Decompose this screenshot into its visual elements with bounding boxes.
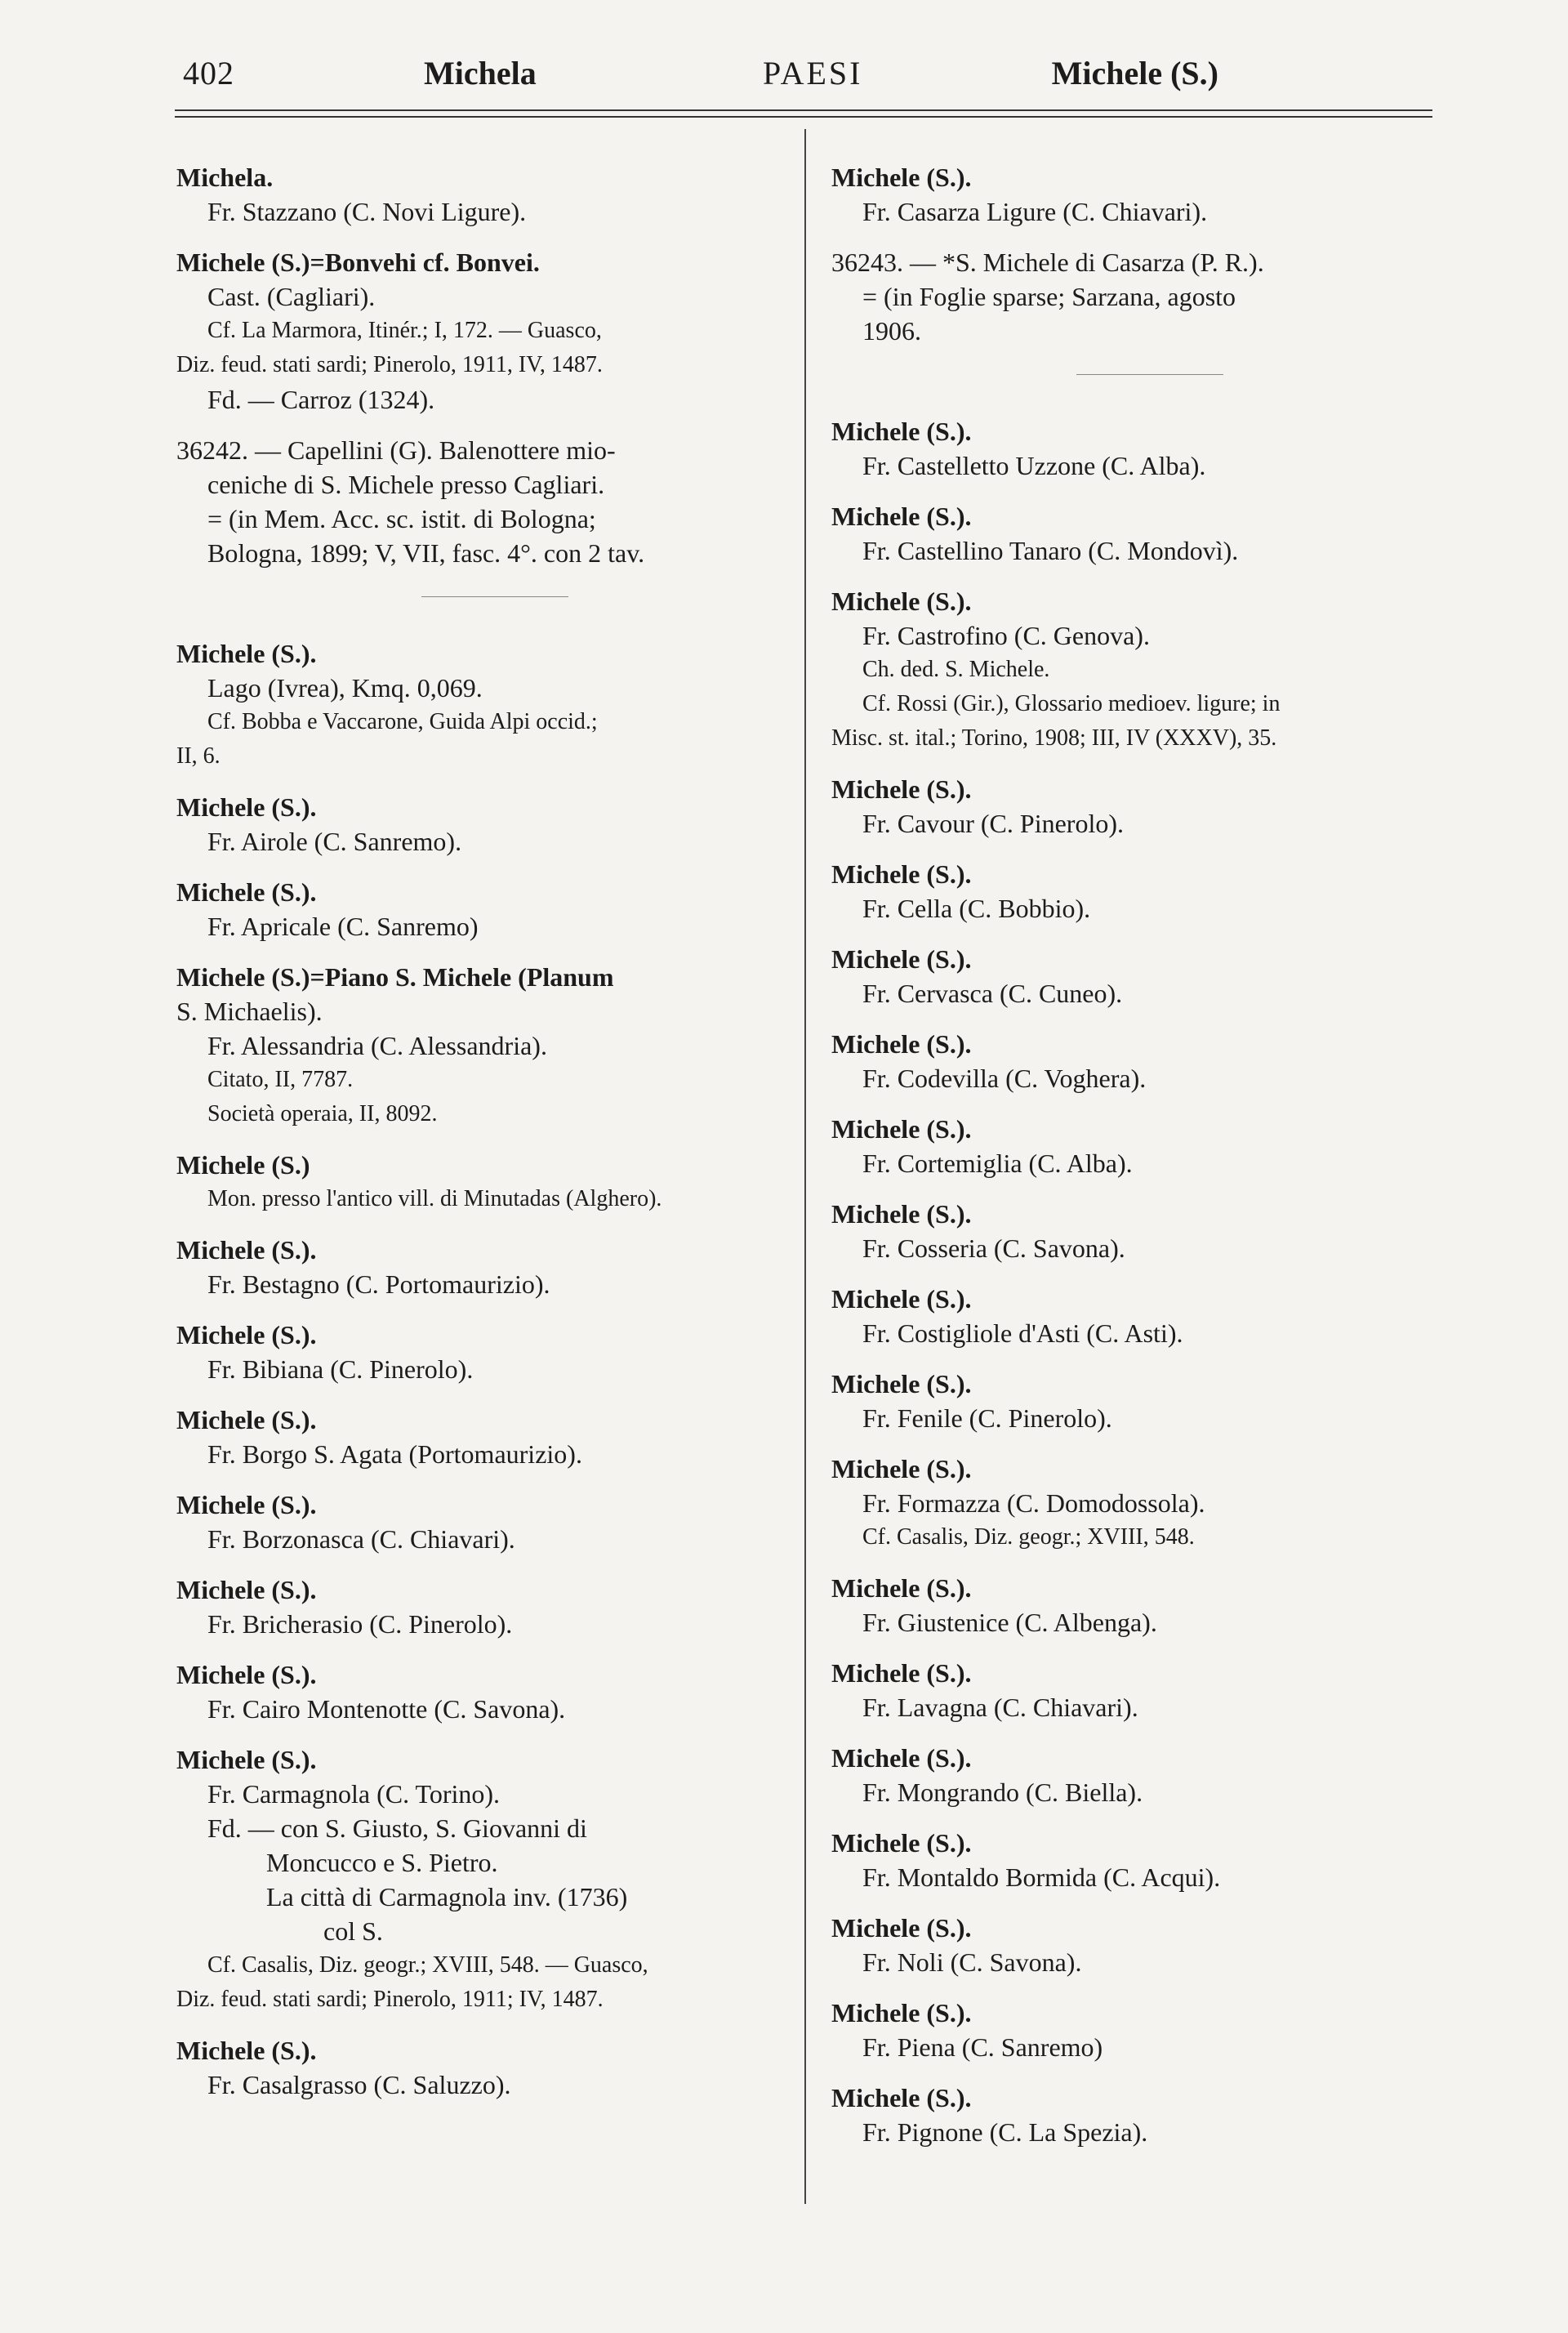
entry-headword: Michele (S.). [176,1320,317,1349]
entry-headword: Michele (S.). [831,1828,972,1858]
gazetteer-entry [831,160,1452,229]
gazetteer-entry [831,499,1452,568]
entry-line: Cf. Rossi (Gir.), Glossario medioev. ligure; in [862,691,1281,716]
gazetteer-entry [831,857,1452,926]
entry-line: Cf. Casalis, Diz. geogr.; XVIII, 548. — Guasco, [207,1952,648,1978]
entry-line: Fd. — Carroz (1324). [207,385,435,414]
gazetteer-entry [831,1452,1452,1555]
entry-headword: Michele (S.). [831,1199,972,1229]
entry-line: 1906. [862,316,921,346]
gazetteer-entry [831,245,1452,348]
gazetteer-entry [831,1112,1452,1180]
entry-line: Fr. Apricale (C. Sanremo) [207,912,479,941]
gazetteer-entry [176,433,797,570]
entry-line: Cf. Casalis, Diz. geogr.; XVIII, 548. [862,1524,1195,1550]
entry-line: Fr. Carmagnola (C. Torino). [207,1779,501,1809]
entry-headword: Michele (S.). [176,2036,317,2065]
entry-headword: Michele (S.). [176,1745,317,1774]
right-running-head: Michele (S.) [1051,55,1218,91]
entry-headword: Michela. [176,163,274,192]
entry-line: Ch. ded. S. Michele. [862,657,1050,682]
entry-line: Fr. Bibiana (C. Pinerolo). [207,1354,474,1384]
entry-line: = (in Mem. Acc. sc. istit. di Bologna; [207,504,596,533]
entry-line: Fr. Cavour (C. Pinerolo). [862,809,1124,838]
entry-headword: Michele (S.). [176,1660,317,1689]
entry-line: Citato, II, 7787. [207,1067,354,1092]
entry-line: Fr. Noli (C. Savona). [862,1947,1082,1977]
entry-line: La città di Carmagnola inv. (1736) [266,1882,628,1911]
entry-line: Cf. Bobba e Vaccarone, Guida Alpi occid.; [207,709,598,734]
gazetteer-entry [831,1741,1452,1809]
entry-line: Diz. feud. stati sardi; Pinerolo, 1911; IV, 1487. [176,1987,604,2012]
entry-line: Fr. Castellino Tanaro (C. Mondovì). [862,536,1239,565]
entry-line: Fr. Borzonasca (C. Chiavari). [207,1524,515,1554]
entry-headword: Michele (S.) [176,1150,310,1180]
entry-headword: Michele (S.). [831,587,972,616]
section-separator [421,596,568,597]
entry-line: Fr. Piena (C. Sanremo) [862,2032,1103,2062]
gazetteer-entry [176,1148,797,1216]
gazetteer-entry [831,1911,1452,1979]
entry-line: Fr. Cosseria (C. Savona). [862,1233,1125,1263]
entry-headword: Michele (S.). [831,1998,972,2027]
header-rule-bottom [175,116,1432,118]
gazetteer-entry [831,772,1452,841]
entry-line: Fr. Cairo Montenotte (C. Savona). [207,1694,566,1724]
entry-line: Fr. Alessandria (C. Alessandria). [207,1031,547,1060]
entry-line: Fr. Casarza Ligure (C. Chiavari). [862,197,1208,226]
gazetteer-entry [831,584,1452,756]
header-rule-top [175,109,1432,111]
entry-line: = (in Foglie sparse; Sarzana, agosto [862,282,1236,311]
right-column [831,160,1452,2166]
entry-line: Fr. Mongrando (C. Biella). [862,1778,1143,1807]
entry-line: Fr. Cella (C. Bobbio). [862,894,1091,923]
entry-headword: Michele (S.)=Bonvehi cf. Bonvei. [176,248,540,277]
entry-headword: Michele (S.). [831,417,972,446]
gazetteer-entry [176,636,797,774]
entry-line: 36243. — *S. Michele di Casarza (P. R.). [831,248,1264,277]
entry-headword: Michele (S.). [831,1114,972,1144]
gazetteer-entry [831,942,1452,1010]
entry-line: Fr. Cervasca (C. Cuneo). [862,979,1123,1008]
entry-line: Fr. Pignone (C. La Spezia). [862,2117,1148,2147]
entry-line: ceniche di S. Michele presso Cagliari. [207,470,605,499]
entry-line: Fr. Casalgrasso (C. Saluzzo). [207,2070,511,2099]
entry-line: Fr. Lavagna (C. Chiavari). [862,1693,1138,1722]
gazetteer-entry [176,1572,797,1641]
entry-headword: Michele (S.). [831,1369,972,1398]
entry-line: II, 6. [176,743,220,769]
entry-line: Fr. Costigliole d'Asti (C. Asti). [862,1318,1183,1348]
entry-line: Cf. La Marmora, Itinér.; I, 172. — Guasco, [207,318,602,343]
gazetteer-entry [176,160,797,229]
entry-headword: Michele (S.). [176,792,317,822]
gazetteer-entry [176,1403,797,1471]
entry-line: Fd. — con S. Giusto, S. Giovanni di [207,1813,587,1843]
entry-line: Fr. Formazza (C. Domodossola). [862,1488,1205,1518]
entry-headword: Michele (S.). [176,877,317,907]
entry-line: Diz. feud. stati sardi; Pinerolo, 1911, IV, 1487. [176,352,603,377]
gazetteer-entry [831,2081,1452,2149]
gazetteer-entry [176,1318,797,1386]
gazetteer-entry [176,790,797,859]
entry-headword: Michele (S.). [176,1575,317,1604]
gazetteer-entry [176,960,797,1131]
entry-headword: Michele (S.). [831,502,972,531]
entry-headword: Michele (S.). [176,1405,317,1434]
gazetteer-entry [176,875,797,943]
entry-line: Bologna, 1899; V, VII, fasc. 4°. con 2 tav. [207,538,645,568]
entry-line: Lago (Ivrea), Kmq. 0,069. [207,673,483,703]
page-number: 402 [183,55,234,91]
entry-headword: Michele (S.). [831,774,972,804]
entry-line: Fr. Codevilla (C. Voghera). [862,1064,1147,1093]
entry-headword: Michele (S.). [831,1454,972,1483]
entry-line: Misc. st. ital.; Torino, 1908; III, IV (XXXV), 35. [831,725,1277,751]
entry-line: Fr. Cortemiglia (C. Alba). [862,1149,1133,1178]
gazetteer-entry [176,1488,797,1556]
entry-headword: Michele (S.). [831,1284,972,1314]
gazetteer-entry [831,414,1452,483]
entry-line: Fr. Airole (C. Sanremo). [207,827,462,856]
gazetteer-entry [176,1233,797,1301]
entry-line: Fr. Giustenice (C. Albenga). [862,1608,1157,1637]
gazetteer-entry [176,1742,797,2017]
entry-line: col S. [323,1916,383,1946]
entry-headword: Michele (S.). [176,639,317,668]
entry-line: Fr. Borgo S. Agata (Portomaurizio). [207,1439,582,1469]
entry-headword: Michele (S.). [831,944,972,974]
section-separator [1076,374,1223,375]
left-running-head: Michela [424,55,537,91]
entry-line: Fr. Stazzano (C. Novi Ligure). [207,197,527,226]
entry-headword: Michele (S.). [831,1658,972,1688]
entry-headword: Michele (S.). [831,1029,972,1059]
entry-line: Moncucco e S. Pietro. [266,1848,498,1877]
entry-line: S. Michaelis). [176,997,323,1026]
gazetteer-entry [831,1996,1452,2064]
gazetteer-entry [831,1027,1452,1095]
entry-headword: Michele (S.). [176,1235,317,1265]
gazetteer-entry [831,1367,1452,1435]
gazetteer-entry [831,1571,1452,1639]
section-title: PAESI [763,55,863,91]
entry-line: Fr. Fenile (C. Pinerolo). [862,1403,1112,1433]
column-divider [804,129,806,2204]
entry-headword: Michele (S.). [831,1573,972,1603]
entry-headword: Michele (S.). [176,1490,317,1519]
entry-line: Fr. Bricherasio (C. Pinerolo). [207,1609,513,1639]
gazetteer-entry [831,1656,1452,1724]
entry-line: Fr. Castrofino (C. Genova). [862,621,1150,650]
entry-headword: Michele (S.)=Piano S. Michele (Planum [176,962,614,992]
entry-line: 36242. — Capellini (G). Balenottere mio- [176,435,616,465]
entry-headword: Michele (S.). [831,163,972,192]
gazetteer-entry [176,2033,797,2102]
gazetteer-entry [831,1826,1452,1894]
gazetteer-entry [831,1197,1452,1265]
entry-headword: Michele (S.). [831,1743,972,1773]
entry-headword: Michele (S.). [831,1913,972,1943]
gazetteer-entry [831,1282,1452,1350]
entry-line: Fr. Castelletto Uzzone (C. Alba). [862,451,1206,480]
entry-line: Fr. Montaldo Bormida (C. Acqui). [862,1862,1221,1892]
running-header [183,54,1218,103]
entry-line: Fr. Bestagno (C. Portomaurizio). [207,1269,550,1299]
entry-line: Mon. presso l'antico vill. di Minutadas (Alghero). [207,1186,662,1211]
entry-line: Società operaia, II, 8092. [207,1101,438,1126]
entry-headword: Michele (S.). [831,859,972,889]
gazetteer-entry [176,245,797,417]
left-column [176,160,797,2118]
entry-headword: Michele (S.). [831,2083,972,2112]
gazetteer-entry [176,1657,797,1726]
entry-line: Cast. (Cagliari). [207,282,376,311]
